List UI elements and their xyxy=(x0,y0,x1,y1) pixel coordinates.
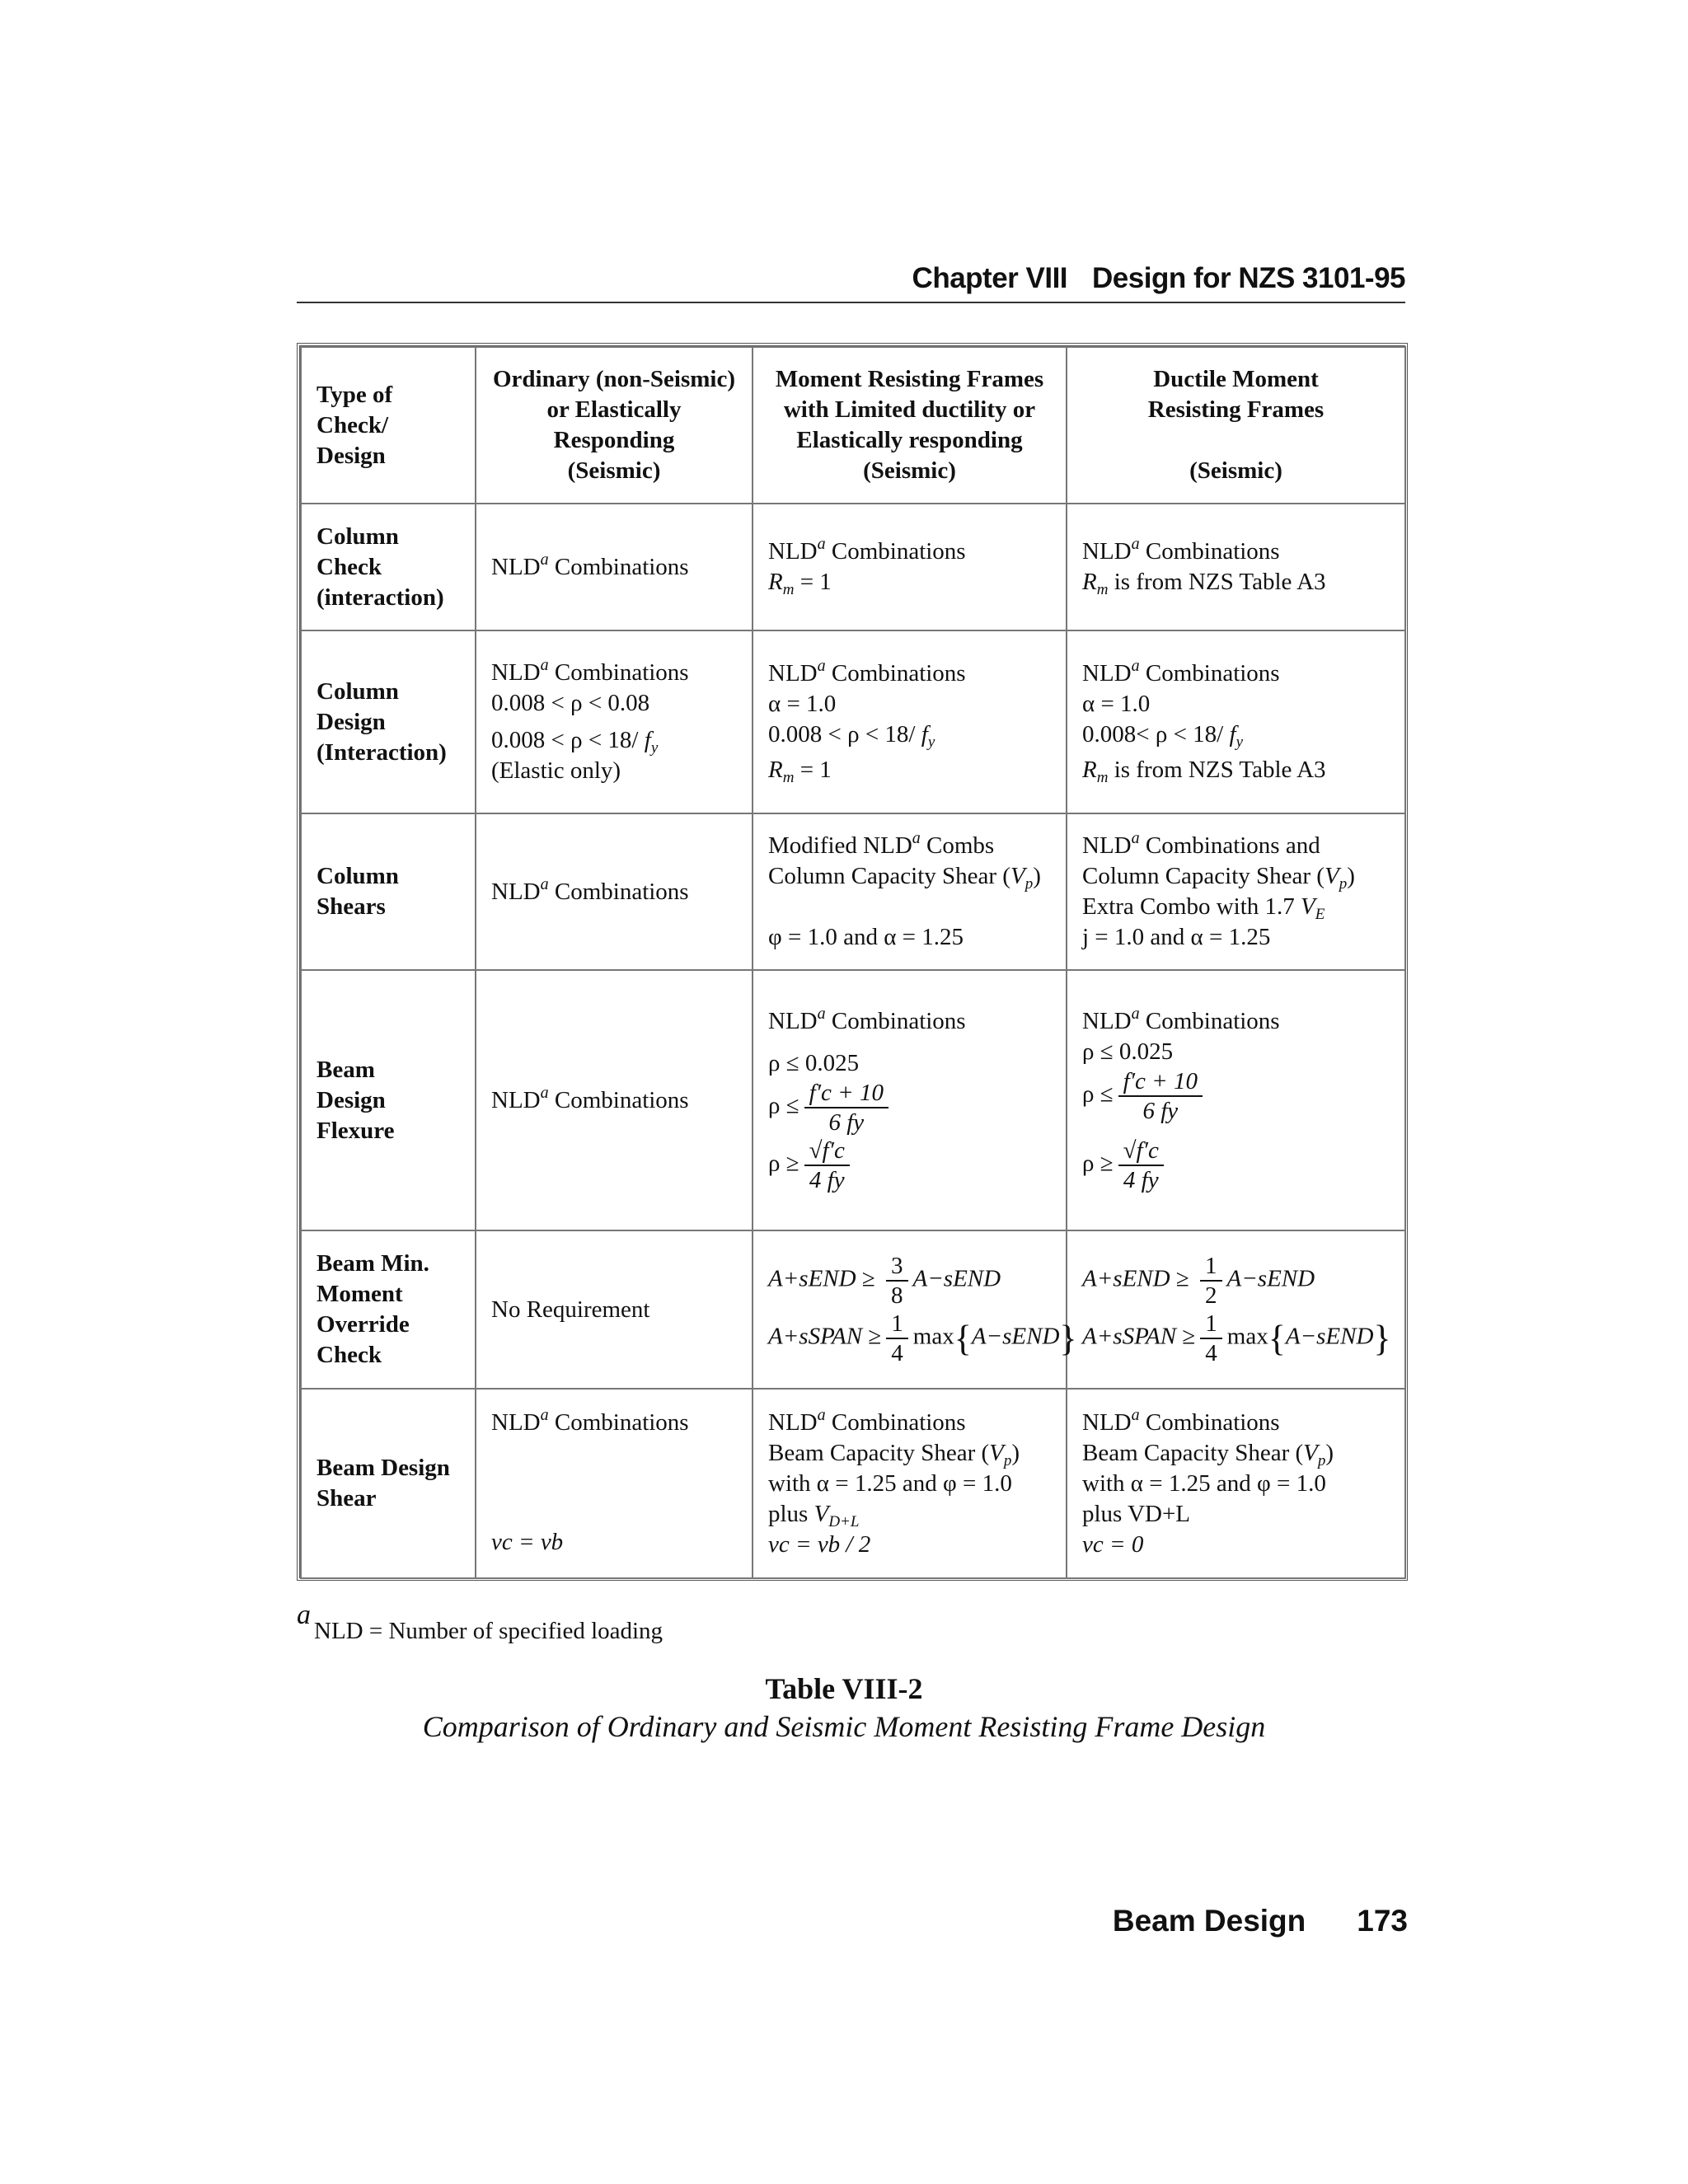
chapter-label: Chapter VIII xyxy=(912,262,1068,294)
cell-beam-min-ductile: A+sEND ≥ $\frac{1}{2}$ A−sEND A+sSPAN ≥ $\frac{1}{4}$ max{A−sEND} xyxy=(1067,1230,1405,1389)
row-head-column-shears: Column Shears xyxy=(301,813,476,970)
table-footnote xyxy=(297,1600,663,1645)
chapter-title: Design for NZS 3101-95 xyxy=(1092,262,1405,294)
row-head-beam-shear: Beam Design Shear xyxy=(301,1389,476,1578)
cell-column-shears-ordinary: NLD$^a$ Combinations xyxy=(476,813,753,970)
cell-beam-flexure-limited: NLD$^a$ Combinations ρ ≤ 0.025 ρ ≤ $\frac{f'c + 10}{6 fy}$ ρ ≥ $\frac{√f'c}{4 fy}$ xyxy=(753,970,1067,1230)
cell-beam-flexure-ordinary: NLD$^a$ Combinations xyxy=(476,970,753,1230)
footnote-text: NLD = Number of specified loading xyxy=(314,1618,663,1644)
table-row-column-check xyxy=(301,504,1405,630)
table-row-beam-flexure xyxy=(301,970,1405,1230)
cell-column-check-limited: NLD$^a$ Combinations $R_m = 1$ xyxy=(753,504,1067,630)
table-row-column-design xyxy=(301,630,1405,813)
cell-beam-min-limited: A+sEND ≥ $\frac{3}{8}$ A−sEND A+sSPAN ≥ $\frac{1}{4}$ max{A−sEND} xyxy=(753,1230,1067,1389)
table-caption-title: Table VIII-2 xyxy=(765,1672,923,1705)
running-footer xyxy=(1113,1904,1408,1938)
table-caption-subtitle: Comparison of Ordinary and Seismic Moment Resisting Frame Design xyxy=(422,1710,1266,1743)
cell-column-check-ductile: NLD$^a$ Combinations $R_m$ is from NZS Table A3 xyxy=(1067,504,1405,630)
col-header-type: Type of Check/ Design xyxy=(301,347,476,504)
cell-column-design-limited: NLD$^a$ Combinations α = 1.0 0.008 < ρ < 18/ $f_y$ $R_m = 1$ xyxy=(753,630,1067,813)
cell-beam-shear-ductile: NLD$^a$ Combinations Beam Capacity Shear $(V_p)$ with α = 1.25 and φ = 1.0 plus VD+L vc = 0 xyxy=(1067,1389,1405,1578)
table-row-beam-min-moment xyxy=(301,1230,1405,1389)
flexure-min-fraction: $\frac{√f'c}{4 fy}$ xyxy=(804,1137,850,1194)
page-number: 173 xyxy=(1357,1904,1408,1938)
comparison-table xyxy=(297,343,1408,1581)
cell-beam-min-ordinary: No Requirement xyxy=(476,1230,753,1389)
table-row-beam-shear xyxy=(301,1389,1405,1578)
row-head-column-check: Column Check (interaction) xyxy=(301,504,476,630)
row-head-column-design: Column Design (Interaction) xyxy=(301,630,476,813)
col-header-limited-ductility: Moment Resisting Frames with Limited ductility or Elastically responding (Seismic) xyxy=(753,347,1067,504)
footer-section: Beam Design xyxy=(1112,1904,1306,1938)
cell-beam-flexure-ductile: NLD$^a$ Combinations ρ ≤ 0.025 ρ ≤ $\frac{f'c + 10}{6 fy}$ ρ ≥ $\frac{√f'c}{4 fy}$ xyxy=(1067,970,1405,1230)
table-row-column-shears xyxy=(301,813,1405,970)
flexure-max-fraction: $\frac{f'c + 10}{6 fy}$ xyxy=(804,1079,889,1137)
cell-column-design-ductile: NLD$^a$ Combinations α = 1.0 0.008< ρ < 18/ $f_y$ $R_m$ is from NZS Table A3 xyxy=(1067,630,1405,813)
running-header xyxy=(297,262,1405,303)
cell-column-shears-ductile: NLD$^a$ Combinations and Column Capacity Shear $(V_p)$ Extra Combo with 1.7 $V_E$ j = 1.0 and α = 1.25 xyxy=(1067,813,1405,970)
row-head-beam-min-moment: Beam Min. Moment Override Check xyxy=(301,1230,476,1389)
flexure-max-fraction: $\frac{f'c + 10}{6 fy}$ xyxy=(1118,1067,1203,1125)
flexure-min-fraction: $\frac{√f'c}{4 fy}$ xyxy=(1118,1137,1164,1194)
cell-beam-shear-ordinary: NLD$^a$ Combinations vc = vb xyxy=(476,1389,753,1578)
table-header-row xyxy=(301,347,1405,504)
col-header-ductile: Ductile Moment Resisting Frames (Seismic) xyxy=(1067,347,1405,504)
cell-column-check-ordinary: NLD$^a$ Combinations xyxy=(476,504,753,630)
col-header-ordinary: Ordinary (non-Seismic) or Elastically Responding (Seismic) xyxy=(476,347,753,504)
row-head-beam-flexure: Beam Design Flexure xyxy=(301,970,476,1230)
footnote-mark: a xyxy=(297,1600,311,1630)
cell-beam-shear-limited: NLD$^a$ Combinations Beam Capacity Shear $(V_p)$ with α = 1.25 and φ = 1.0 plus $V_{D+L}$ vc = vb / 2 xyxy=(753,1389,1067,1578)
cell-column-shears-limited: Modified NLD$^a$ Combs Column Capacity Shear $(V_p)$ φ = 1.0 and α = 1.25 xyxy=(753,813,1067,970)
cell-column-design-ordinary: NLD$^a$ Combinations 0.008 < ρ < 0.08 0.008 < ρ < 18/ $f_y$ (Elastic only) xyxy=(476,630,753,813)
